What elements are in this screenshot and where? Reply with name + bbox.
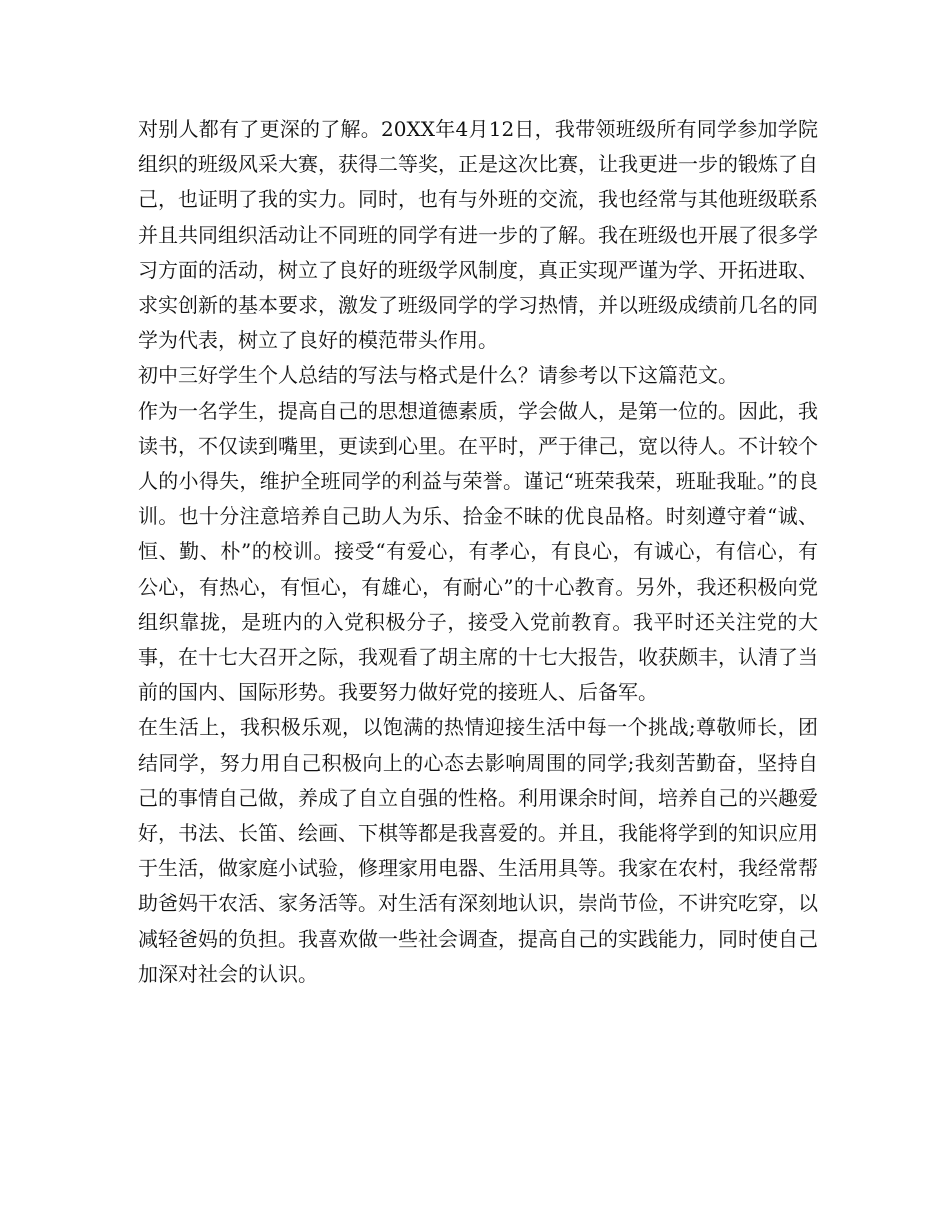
paragraph-intro-question: 初中三好学生个人总结的写法与格式是什么？请参考以下这篇范文。	[138, 363, 738, 388]
document-body	[138, 112, 818, 992]
paragraph-class-activities: 对别人都有了更深的了解。20XX年4月12日，我带领班级所有同学参加学院组织的班级风采大赛，获得二等奖，正是这次比赛，让我更进一步的锻炼了自己，也证明了我的实力。同时，也有与外班的交流，我也经常与其他班级联系并且共同组织活动让不同班的同学有进一步的了解。我在班级也开展了很多学习方面的活动，树立了良好的班级学风制度，真正实现严谨为学、开拓进取、求实创新的基本要求，激发了班级同学的学习热情，并以班级成绩前几名的同学为代表，树立了良好的模范带头作用。	[138, 117, 818, 353]
paragraph-moral-character: 作为一名学生，提高自己的思想道德素质，学会做人，是第一位的。因此，我读书，不仅读到嘴里，更读到心里。在平时，严于律己，宽以待人。不计较个人的小得失，维护全班同学的利益与荣誉。谨记“班荣我荣，班耻我耻。”的良训。也十分注意培养自己助人为乐、拾金不昧的优良品格。时刻遵守着“诚、恒、勤、朴”的校训。接受“有爱心，有孝心，有良心，有诚心，有信心，有公心，有热心，有恒心，有雄心，有耐心”的十心教育。另外，我还积极向党组织靠拢，是班内的入党积极分子，接受入党前教育。我平时还关注党的大事，在十七大召开之际，我观看了胡主席的十七大报告，收获颇丰，认清了当前的国内、国际形势。我要努力做好党的接班人、后备军。	[138, 398, 818, 705]
paragraph-daily-life: 在生活上，我积极乐观，以饱满的热情迎接生活中每一个挑战;尊敬师长，团结同学，努力用自己积极向上的心态去影响周围的同学;我刻苦勤奋，坚持自己的事情自己做，养成了自立自强的性格。利用课余时间，培养自己的兴趣爱好，书法、长笛、绘画、下棋等都是我喜爱的。并且，我能将学到的知识应用于生活，做家庭小试验，修理家用电器、生活用具等。我家在农村，我经常帮助爸妈干农活、家务活等。对生活有深刻地认识，崇尚节俭，不讲究吃穿，以减轻爸妈的负担。我喜欢做一些社会调查，提高自己的实践能力，同时使自己加深对社会的认识。	[138, 715, 818, 986]
